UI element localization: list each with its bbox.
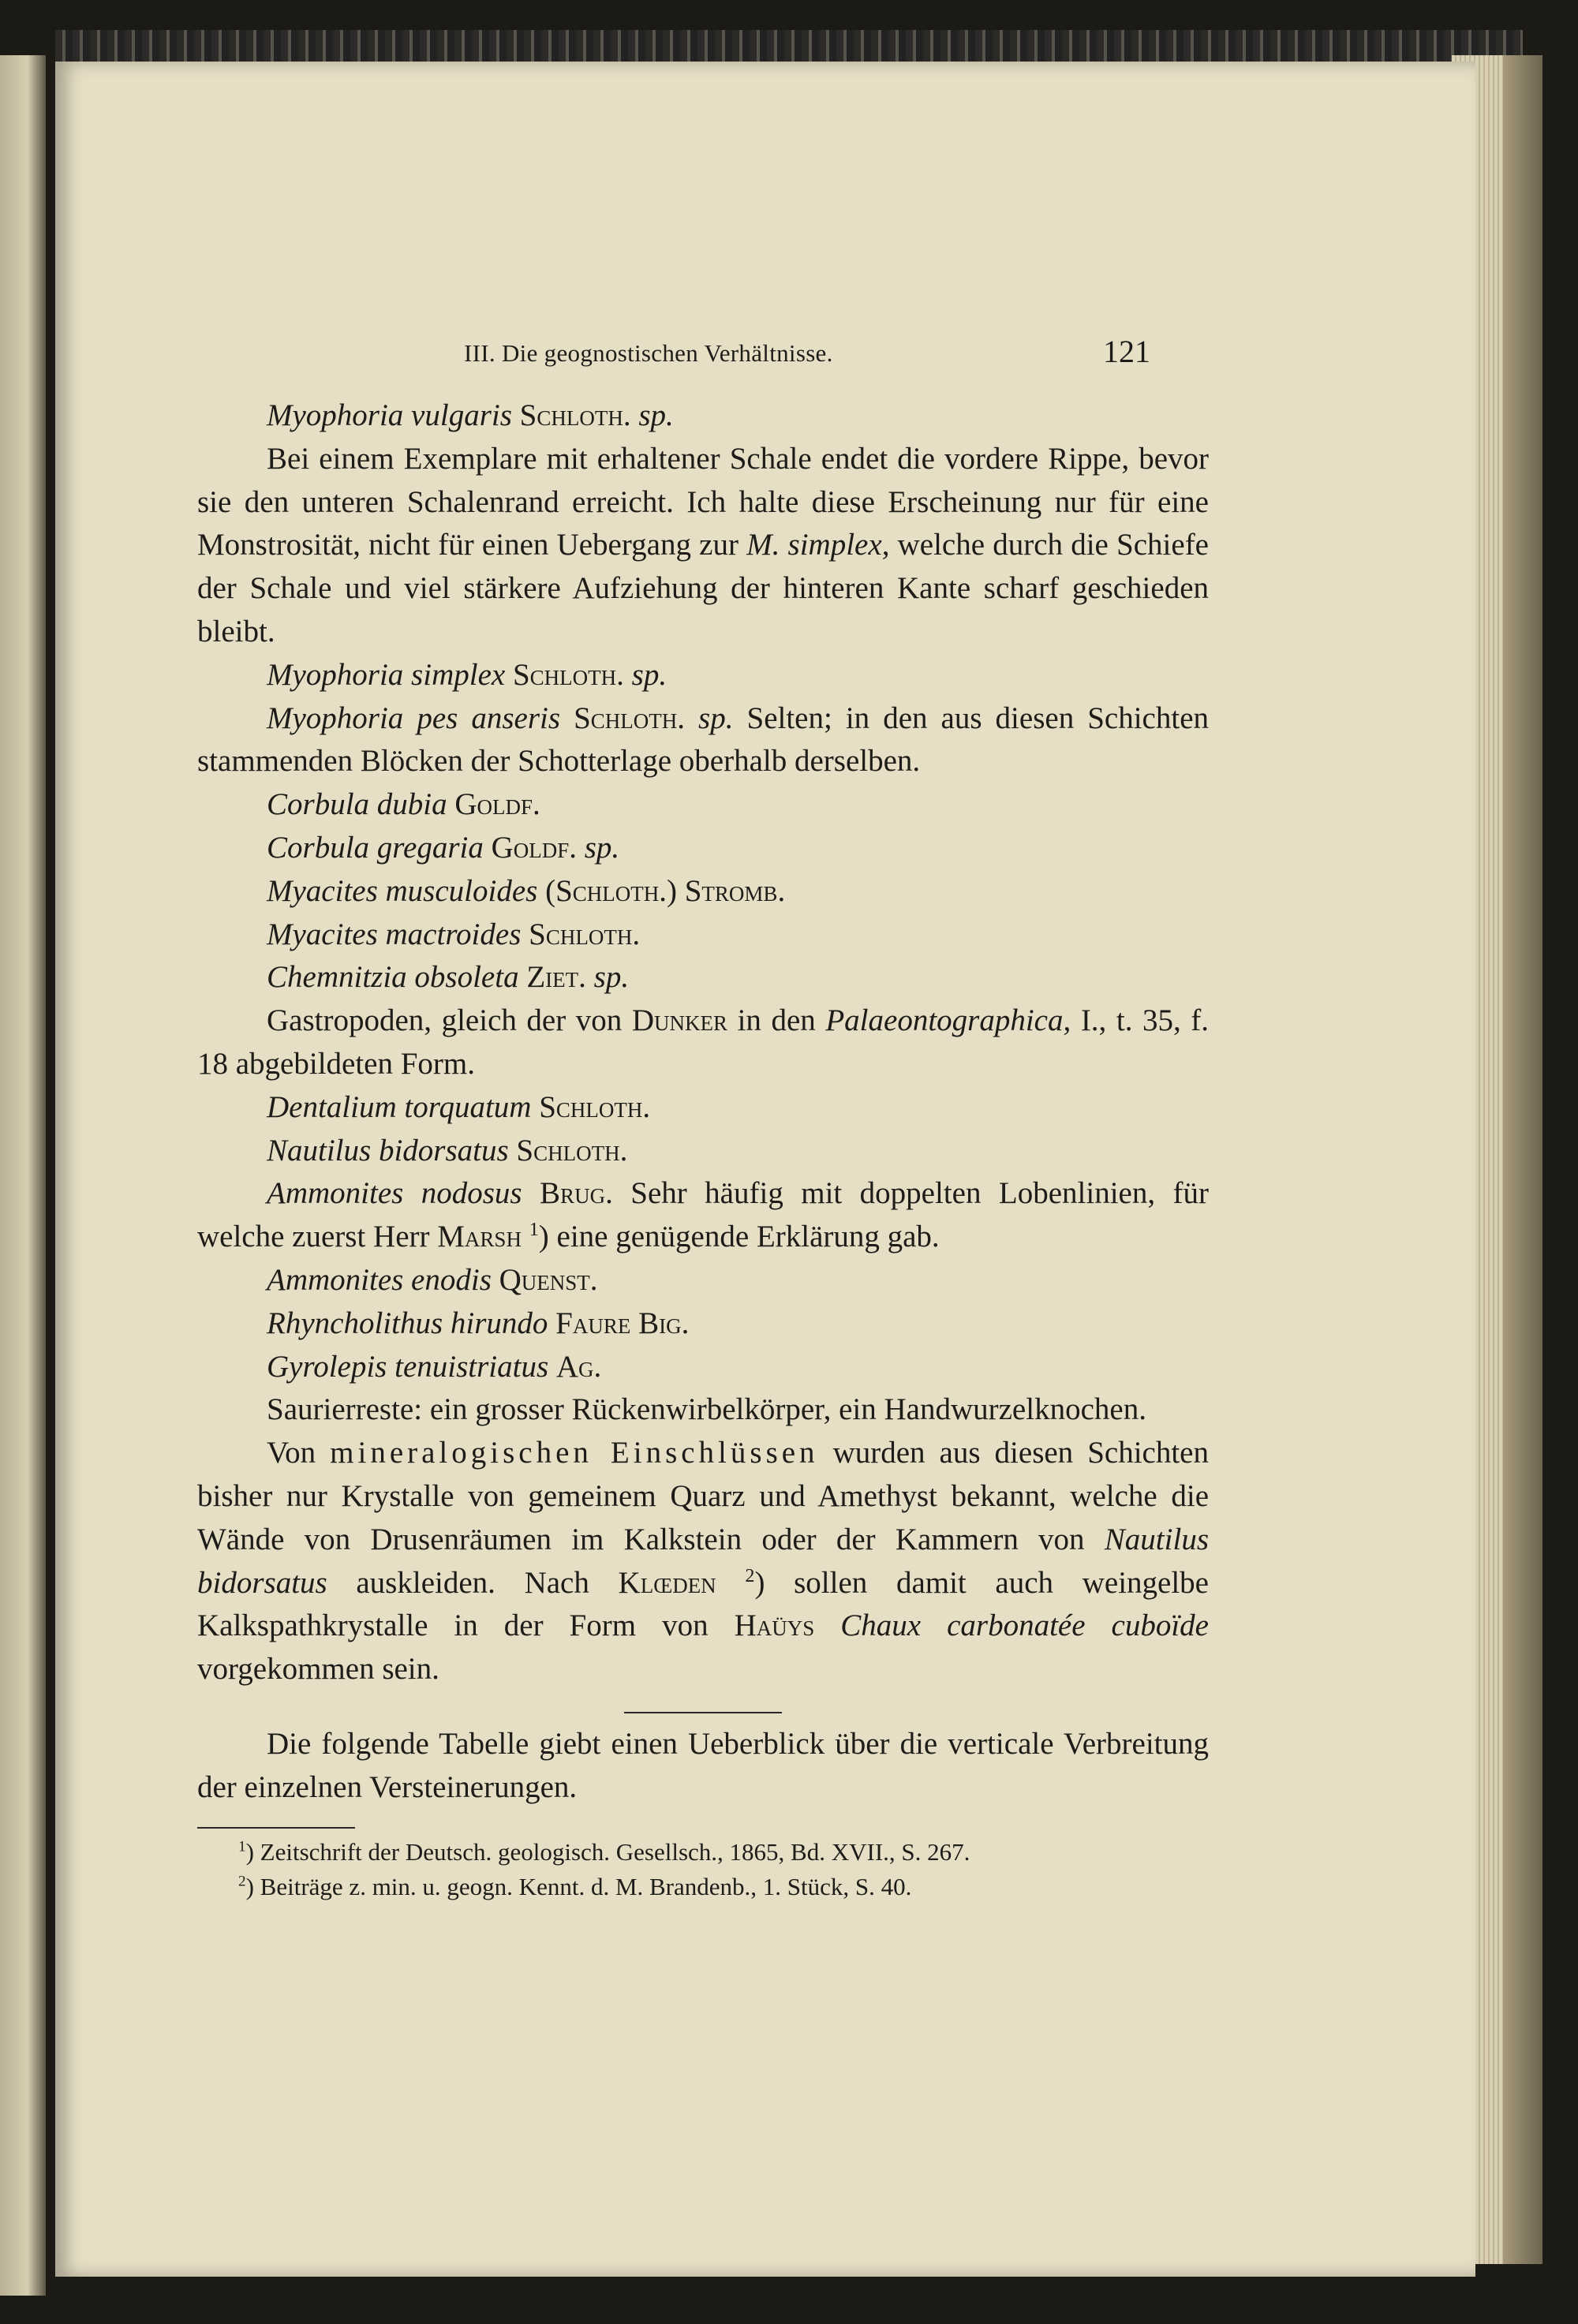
species-name: Chemnitzia obsoleta: [267, 960, 519, 995]
species-name: Myophoria simplex: [267, 657, 506, 692]
footnote-text: ) Beiträge z. min. u. geogn. Kennt. d. M. Brandenb., 1. Stück, S. 40.: [245, 1872, 912, 1900]
species-suffix: sp.: [698, 701, 734, 735]
species-name: Myacites musculoides: [267, 873, 538, 908]
species-entry: [197, 783, 1209, 827]
species-name: M. simplex: [746, 528, 882, 562]
text-run: Von: [267, 1436, 316, 1470]
species-name: Rhyncholithus hirundo: [267, 1306, 548, 1340]
species-entry: [197, 1172, 1209, 1259]
left-page-edge: [0, 55, 46, 2296]
species-name: Nautilus bidorsatus: [267, 1133, 509, 1168]
footnote: [197, 1870, 1209, 1904]
footnote-ref: 2: [745, 1564, 755, 1586]
author-name: Schloth.: [512, 657, 624, 692]
author-name: Schloth.: [519, 398, 631, 432]
species-suffix: sp.: [638, 398, 674, 432]
page-number: 121: [1103, 334, 1150, 369]
species-name: Ammonites nodosus: [267, 1176, 522, 1211]
author-name: Ag.: [555, 1349, 602, 1384]
species-entry: [197, 914, 1209, 957]
species-name: Myophoria pes anseris: [267, 701, 561, 735]
text-run: vorgekommen sein.: [197, 1652, 439, 1687]
text-run: ) sollen damit auch weingelbe Kalkspathkrystalle in der Form von: [197, 1565, 1209, 1643]
section-divider: [624, 1712, 782, 1713]
species-entry: [197, 1302, 1209, 1346]
running-title: III. Die geognostischen Verhältnisse.: [464, 339, 833, 367]
text-run: Sehr häufig mit doppelten Lobenlinien, für welche zuerst Herr: [197, 1176, 1210, 1254]
species-suffix: sp.: [593, 960, 630, 995]
species-entry: [197, 956, 1209, 999]
author-name: Marsh: [437, 1220, 522, 1254]
footnote-divider: [197, 1827, 355, 1829]
minerals-paragraph: [197, 1432, 1209, 1691]
footnote-ref: 1: [529, 1219, 539, 1241]
text-run: in den: [737, 1003, 816, 1038]
author-name: Brug.: [540, 1176, 613, 1211]
species-name: Dentalium torquatum: [267, 1089, 532, 1124]
species-entry: [197, 654, 1209, 697]
text-run: I., t. 35, f. 18 abgebildeten Form.: [197, 1003, 1210, 1081]
paragraph: [197, 438, 1209, 654]
text-run: , welche durch die Schiefe der Schale und viel stärkere Aufziehung der hinteren Kante scharf geschieden bleibt.: [197, 528, 1209, 648]
species-suffix: sp.: [631, 657, 667, 692]
text-run: Selten; in den aus diesen Schichten stammenden Blöcken der Schotterlage oberhalb derselben.: [197, 701, 1210, 779]
author-name: Haüys: [734, 1608, 815, 1643]
author-name: Schloth.: [516, 1133, 628, 1168]
species-name: Myophoria vulgaris: [267, 398, 512, 432]
species-entry: [197, 1086, 1209, 1130]
footnote-mark: 1: [238, 1838, 246, 1855]
species-name: Myacites mactroides: [267, 917, 522, 951]
species-entry: [197, 394, 1209, 438]
journal-title: Palaeontographica,: [825, 1003, 1071, 1038]
text-run: ) eine genügende Erklärung gab.: [538, 1220, 940, 1254]
species-entry: [197, 870, 1209, 914]
author-name: (Schloth.) Stromb.: [545, 873, 786, 908]
spaced-text: mineralogischen Einschlüssen: [330, 1436, 819, 1470]
species-name: Corbula gregaria: [267, 830, 484, 865]
author-name: Schloth.: [574, 701, 685, 735]
author-name: Ziet.: [526, 960, 586, 995]
species-name: Nautilus bidorsatus: [197, 1522, 1209, 1600]
author-name: Faure Big.: [555, 1306, 690, 1340]
footnote-mark: 2: [238, 1873, 246, 1890]
text-run: wurden aus diesen Schichten bisher nur Krystalle von gemeinem Quarz und Amethyst bekannt, welche die Wände von Drusenräumen im Kalkstein oder der Kammern von: [197, 1436, 1209, 1556]
footnote-text: ) Zeitschrift der Deutsch. geologisch. Gesellsch., 1865, Bd. XVII., S. 267.: [245, 1837, 970, 1866]
species-name: Corbula dubia: [267, 787, 447, 822]
author-name: Goldf.: [454, 787, 540, 822]
mineral-name: Chaux carbonatée cuboïde: [840, 1608, 1209, 1643]
author-name: Dunker: [631, 1003, 728, 1038]
book-page: [55, 62, 1475, 2277]
author-name: Schloth.: [529, 917, 641, 951]
right-cover-edge: [1503, 55, 1542, 2264]
species-entry: [197, 1346, 1209, 1389]
species-entry: [197, 1259, 1209, 1302]
author-name: Goldf.: [491, 830, 577, 865]
species-entry: Saurierreste: ein grosser Rückenwirbelkörper, ein Handwurzelknochen.: [267, 1392, 1146, 1427]
species-name: Ammonites enodis: [267, 1262, 492, 1297]
species-name: Gyrolepis tenuistriatus: [267, 1349, 549, 1384]
text-run: Gastropoden, gleich der von: [267, 1003, 623, 1038]
species-suffix: sp.: [584, 830, 620, 865]
species-entry: [197, 1130, 1209, 1173]
text-run: Bei einem Exemplare mit erhaltener Schale endet die vordere Rippe, bevor sie den unteren Schalenrand erreicht. Ich halte diese Erscheinung nur für eine Monstrosität, nicht für einen Uebergang zur: [197, 441, 1209, 562]
author-name: Schloth.: [539, 1089, 651, 1124]
author-name: Quenst.: [499, 1262, 598, 1297]
species-entry: [197, 697, 1209, 784]
text-run: auskleiden. Nach: [356, 1565, 589, 1600]
footnote: [197, 1835, 1209, 1870]
page-body: [197, 394, 1209, 1904]
species-entry: [197, 827, 1209, 870]
species-entry: [197, 999, 1209, 1086]
author-name: Klœden: [618, 1565, 716, 1600]
closing-paragraph: Die folgende Tabelle giebt einen Ueberblick über die verticale Verbreitung der einzelnen Versteinerungen.: [197, 1726, 1209, 1804]
